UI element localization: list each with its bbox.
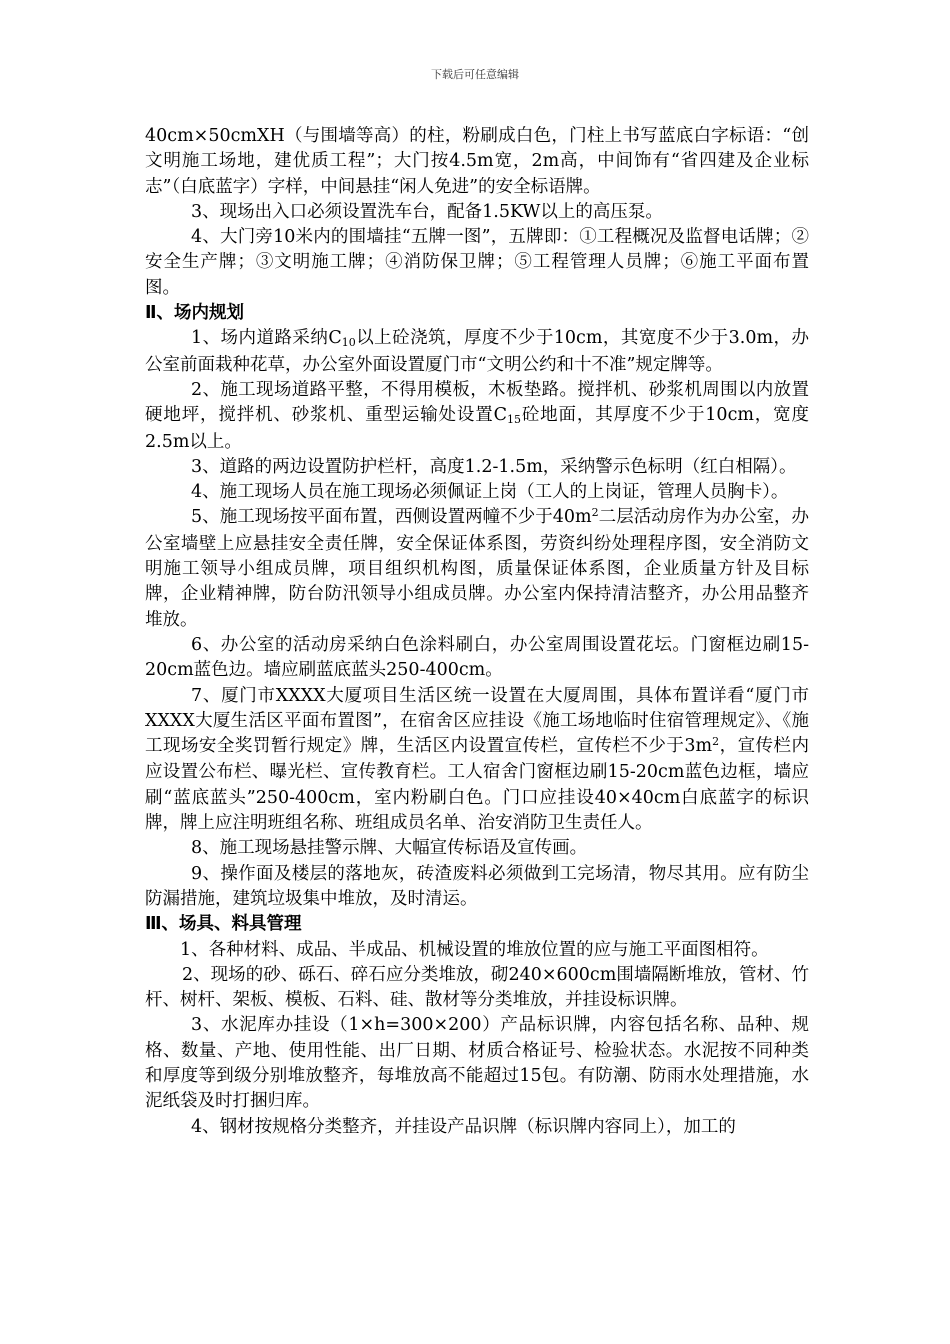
- paragraph: 4、钢材按规格分类整齐，并挂设产品识牌（标识牌内容同上），加工的: [191, 1116, 736, 1137]
- text-run: 2、施工现场道路平整，不得用模板，木板垫路。搅拌机、砂浆机周围以内放置硬地坪，搅拌机、砂浆机、重型运输处设置C: [145, 379, 809, 426]
- document-body: [145, 124, 809, 1140]
- paragraph: [145, 684, 809, 837]
- paragraph: 3、水泥库办挂设（1×h=300×200）产品标识牌，内容包括名称、品种、规格、数量、产地、使用性能、出厂日期、材质合格证号、检验状态。水泥按不同种类和厚度等到级分别堆放整齐，每堆放高不能超过15包。有防潮、防雨水处理措施，水泥纸袋及时打捆归库。: [145, 1015, 809, 1112]
- subscript: 10: [341, 336, 356, 350]
- paragraph: 3、现场出入口必须设置洗车台，配备1.5KW以上的高压泵。: [191, 201, 663, 222]
- text-run: ，宣传栏内应设置公布栏、曝光栏、宣传教育栏。工人宿舍门窗框边刷15-20cm蓝色边框，墙应刷“蓝底蓝头”250-400cm，室内粉刷白色。门口应挂设40×40cm白底蓝字的标识牌，牌上应注明班组名称、班组成员名单、治安消防卫生责任人。: [145, 736, 810, 834]
- text-run: 5、施工现场按平面布置，西侧设置两幢不少于40m: [191, 507, 592, 528]
- section-heading-3: Ⅲ、场具、料具管理: [145, 914, 302, 935]
- subscript: 15: [506, 413, 521, 427]
- paragraph: 8、施工现场悬挂警示牌、大幅宣传标语及宣传画。: [191, 838, 588, 859]
- paragraph: 4、大门旁10米内的围墙挂“五牌一图”，五牌即：①工程概况及监督电话牌；②安全生产牌；③文明施工牌；④消防保卫牌；⑤工程管理人员牌；⑥施工平面布置图。: [145, 227, 809, 298]
- paragraph: 9、操作面及楼层的落地灰，砖渣废料必须做到工完场清，物尽其用。应有防尘防漏措施，建筑垃圾集中堆放，及时清运。: [145, 863, 809, 909]
- paragraph: 1、各种材料、成品、半成品、机械设置的堆放位置的应与施工平面图相符。: [180, 939, 769, 960]
- text-run: 7、厦门市XXXX大厦项目生活区统一设置在大厦周围，具体布置详看“厦门市XXXX大厦生活区平面布置图”，在宿舍区应挂设《施工场地临时住宿管理规定》、《施工现场安全奖罚暂行规定》牌，生活区内设置宣传栏，宣传栏不少于3m: [145, 685, 809, 757]
- text-run: 二层活动房作为办公室，办公室墙壁上应悬挂安全责任牌，安全保证体系图，劳资纠纷处理程序图，安全消防文明施工领导小组成员牌，项目组织机构图，质量保证体系图，企业质量方针及目标牌，企业精神牌，防台防汛领导小组成员牌。办公室内保持清洁整齐，办公用品整齐堆放。: [145, 507, 810, 630]
- paragraph: [145, 326, 809, 378]
- paragraph: [145, 505, 809, 632]
- text-run: 砼地面，其厚度不少于10cm，宽度2.5m以上。: [145, 405, 809, 452]
- paragraph: 2、现场的砂、砾石、碎石应分类堆放，砌240×600cm围墙隔断堆放，管材、竹杆、树杆、架板、模板、石料、硅、散材等分类堆放，并挂设标识牌。: [145, 964, 809, 1011]
- paragraph: 6、办公室的活动房采纳白色涂料刷白，办公室周围设置花坛。门窗框边刷15-20cm蓝色边。墙应刷蓝底蓝头250-400cm。: [145, 634, 809, 681]
- paragraph: 4、施工现场人员在施工现场必须佩证上岗（工人的上岗证，管理人员胸卡）。: [191, 482, 789, 503]
- paragraph: 40cm×50cmXH（与围墙等高）的柱，粉刷成白色，门柱上书写蓝底白字标语：“创文明施工场地，建优质工程”；大门按4.5m宽，2m高，中间饰有“省四建及企业标志”（白底蓝字）字样，中间悬挂“闲人免进”的安全标语牌。: [145, 126, 809, 197]
- text-run: 1、场内道路采纳C: [191, 328, 342, 349]
- paragraph: [145, 378, 809, 455]
- page-header: 下载后可任意编辑: [431, 68, 519, 81]
- paragraph: 3、道路的两边设置防护栏杆，高度1.2-1.5m，采纳警示色标明（红白相隔）。: [191, 456, 797, 477]
- text-run: 以上砼浇筑，厚度不少于10cm，其宽度不少于3.0m，办公室前面栽种花草，办公室外面设置厦门市“文明公约和十不准”规定牌等。: [145, 328, 809, 375]
- superscript: 2: [591, 506, 599, 520]
- section-heading-2: Ⅱ、场内规划: [145, 303, 245, 324]
- superscript: 2: [712, 735, 720, 749]
